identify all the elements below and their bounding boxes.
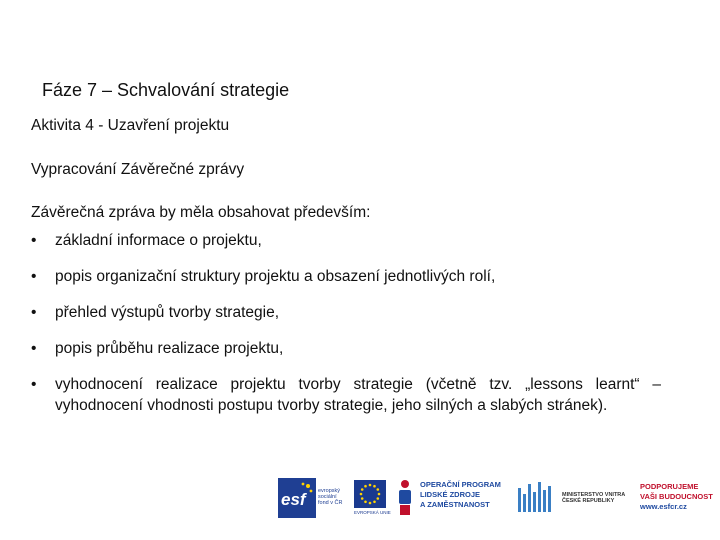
list-item-text: popis organizační struktury projektu a obsazení jednotlivých rolí, [55, 268, 496, 285]
list-item [31, 266, 661, 287]
ministry-caption [562, 492, 634, 504]
bullet-icon: • [31, 304, 37, 321]
list-item [31, 338, 661, 359]
esf-caption-line: sociální [318, 494, 337, 500]
bullet-icon: • [31, 232, 37, 249]
section-subtitle: Vypracování Závěrečné zprávy [31, 161, 245, 178]
support-url: www.esfcr.cz [640, 502, 687, 511]
support-caption-line: PODPORUJEME [640, 482, 699, 491]
esf-caption-line: evropský [318, 488, 341, 494]
esf-logo-text: esf [281, 490, 306, 509]
activity-heading: Aktivita 4 - Uzavření projektu [31, 117, 230, 134]
slide-title: Fáze 7 – Schvalování strategie [42, 80, 290, 100]
eu-caption: EVROPSKÁ UNIE [354, 510, 391, 515]
op-caption-line: OPERAČNÍ PROGRAM [420, 480, 501, 489]
esf-logo [278, 478, 316, 518]
list-item-text: přehled výstupů tvorby strategie, [55, 304, 280, 321]
list-item-text: vyhodnocení realizace projektu tvorby strategie (včetně tzv. „lessons learnt“ – vyhodnocení vhodnosti postupu tvorby strategie, jeho silných a slabých stránek). [55, 376, 661, 414]
list-item-text: popis průběhu realizace projektu, [55, 340, 284, 357]
bullet-icon: • [31, 340, 37, 357]
support-caption-line: VAŠI BUDOUCNOST [640, 492, 713, 501]
bullet-icon: • [31, 268, 37, 285]
footer-logos [278, 478, 718, 520]
ministry-caption-line: ČESKÉ REPUBLIKY [562, 498, 615, 504]
esf-caption [318, 488, 350, 506]
intro-text: Závěrečná zpráva by měla obsahovat především: [31, 204, 371, 221]
ministry-logo-icon [516, 478, 556, 518]
op-people-icon [396, 478, 414, 518]
list-item-text: základní informace o projektu, [55, 232, 262, 249]
op-caption-line: LIDSKÉ ZDROJE [420, 490, 481, 499]
op-caption-line: A ZAMĚSTNANOST [420, 500, 490, 509]
support-caption [640, 482, 720, 512]
ministry-caption-line: MINISTERSTVO VNITRA [562, 492, 626, 498]
eu-flag-icon [354, 480, 386, 508]
list-item [31, 302, 661, 323]
list-item [31, 230, 661, 251]
bullet-list [31, 230, 661, 431]
list-item [31, 374, 661, 416]
op-caption [420, 480, 516, 510]
bullet-icon: • [31, 376, 37, 393]
esf-caption-line: fond v ČR [318, 500, 343, 506]
